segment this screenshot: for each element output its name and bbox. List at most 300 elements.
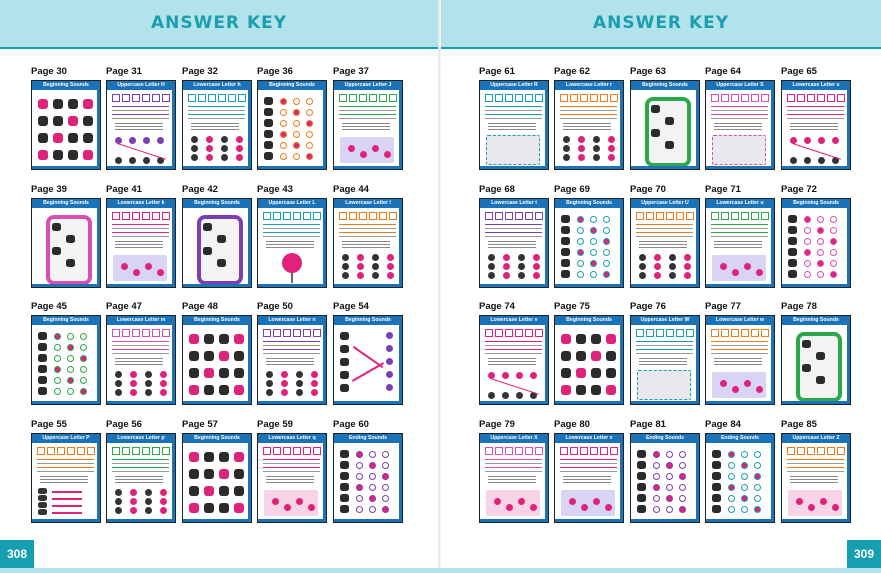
picture-dot (221, 136, 228, 143)
answer-thumbnail-cell (705, 184, 776, 288)
letter-box (283, 329, 291, 337)
picture-dot (684, 254, 691, 261)
worksheet-side-tab (545, 443, 548, 519)
worksheet-title: Ending Sounds (348, 435, 388, 441)
picture-blob (38, 365, 47, 373)
answer-dot (67, 388, 74, 395)
answer-dot (754, 473, 761, 480)
answer-dot (67, 377, 74, 384)
picture-dot (654, 254, 661, 261)
letter-box (515, 94, 523, 102)
letter-box (646, 329, 654, 337)
picture-dot (488, 272, 495, 279)
lollipop (282, 253, 302, 273)
picture-dot (808, 504, 815, 511)
worksheet-footer-bar (706, 166, 774, 169)
picture-blob (53, 116, 63, 126)
picture-blob (38, 150, 48, 160)
picture-dot (206, 145, 213, 152)
worksheet-footer-bar (706, 284, 774, 287)
thumbnail-page-label: Page 80 (554, 419, 590, 430)
picture-dot (145, 263, 152, 270)
picture-blob (204, 486, 214, 496)
answer-thumbnail-cell (333, 66, 404, 170)
picture-dot (608, 154, 615, 161)
answer-dot (754, 451, 761, 458)
text-line (639, 364, 687, 365)
worksheet-title: Uppercase Letter U (641, 200, 689, 206)
worksheet-title: Lowercase Letter v (490, 317, 538, 323)
worksheet-thumbnail (705, 315, 775, 405)
letter-box (379, 94, 387, 102)
text-line (639, 247, 687, 248)
picture-dot (372, 145, 379, 152)
picture-dot (533, 254, 540, 261)
answer-dot (666, 484, 673, 491)
answer-dot (666, 495, 673, 502)
letter-box (731, 94, 739, 102)
writing-line (787, 110, 844, 111)
thumbnail-page-label: Page 71 (705, 184, 741, 195)
letter-box (535, 329, 543, 337)
answer-dot (386, 345, 393, 352)
worksheet-side-tab (771, 325, 774, 401)
picture-blob (83, 133, 93, 143)
answer-dot (54, 344, 61, 351)
right-page (441, 0, 881, 573)
left-page (0, 0, 439, 573)
writing-line (112, 341, 169, 342)
thumbnail-page-label: Page 77 (705, 301, 741, 312)
match-line (118, 143, 166, 159)
picture-dot (206, 154, 213, 161)
picture-blob (561, 385, 571, 395)
writing-line (112, 106, 169, 107)
worksheet-thumbnail (106, 315, 176, 405)
letter-box (535, 447, 543, 455)
worksheet-thumbnail (479, 433, 549, 523)
answer-thumbnail-cell (630, 419, 701, 523)
letter-box (535, 94, 543, 102)
answer-dot (603, 227, 610, 234)
text-line (115, 482, 163, 483)
picture-dot (266, 380, 273, 387)
worksheet-title: Beginning Sounds (43, 82, 89, 88)
letter-box (817, 94, 825, 102)
picture-blob (234, 469, 244, 479)
writing-line (339, 232, 396, 233)
picture-dot (130, 507, 137, 514)
letter-box (485, 447, 493, 455)
letter-box (485, 212, 493, 220)
letter-box (47, 447, 55, 455)
picture-blob (561, 248, 570, 256)
worksheet-footer-bar (32, 401, 100, 404)
answer-dot (54, 333, 61, 340)
bottom-strip (0, 568, 881, 573)
picture-dot (342, 272, 349, 279)
letter-box (142, 212, 150, 220)
picture-dot (593, 136, 600, 143)
worksheet-footer-bar (706, 519, 774, 522)
picture-blob (38, 376, 47, 384)
picture-dot (236, 145, 243, 152)
writing-line (560, 114, 617, 115)
picture-blob (234, 385, 244, 395)
letter-box (142, 329, 150, 337)
text-line (115, 476, 163, 477)
text-line (790, 479, 838, 480)
picture-dot (357, 272, 364, 279)
picture-dot (533, 263, 540, 270)
letter-box (570, 94, 578, 102)
worksheet-title: Beginning Sounds (793, 200, 839, 206)
picture-dot (654, 263, 661, 270)
letter-box (827, 447, 835, 455)
letter-box (112, 447, 120, 455)
answer-dot (356, 473, 363, 480)
worksheet-side-tab (248, 90, 251, 166)
answer-dot (80, 366, 87, 373)
text-line (115, 247, 163, 248)
answer-thumbnail-cell (781, 301, 852, 405)
answer-dot (577, 238, 584, 245)
letter-box (580, 94, 588, 102)
picture-blob (83, 116, 93, 126)
word-line (52, 491, 82, 493)
writing-line (485, 118, 542, 119)
text-line (115, 123, 163, 124)
writing-line (636, 224, 693, 225)
letter-box (807, 94, 815, 102)
picture-dot (115, 507, 122, 514)
worksheet-thumbnail (705, 198, 775, 288)
worksheet-thumbnail (333, 315, 403, 405)
picture-blob (576, 368, 586, 378)
text-line (342, 241, 390, 242)
worksheet-thumbnail (479, 80, 549, 170)
picture-blob (38, 354, 47, 362)
writing-line (485, 467, 542, 468)
worksheet-footer-bar (631, 519, 699, 522)
thumbnail-page-label: Page 68 (479, 184, 515, 195)
picture-dot (191, 154, 198, 161)
writing-line (560, 467, 617, 468)
picture-blob (83, 99, 93, 109)
worksheet-title: Beginning Sounds (566, 200, 612, 206)
picture-blob (606, 385, 616, 395)
answer-dot (280, 131, 287, 138)
letter-box (188, 94, 196, 102)
answer-dot (293, 109, 300, 116)
picture-dot (518, 272, 525, 279)
thumbnail-page-label: Page 39 (31, 184, 67, 195)
picture-blob (637, 483, 646, 491)
picture-blob (38, 116, 48, 126)
picture-blob (816, 376, 825, 384)
worksheet-title: Lowercase Letter n (268, 317, 316, 323)
text-line (714, 247, 762, 248)
worksheet-footer-bar (480, 401, 548, 404)
letter-box (817, 447, 825, 455)
letter-box (535, 212, 543, 220)
picture-dot (115, 489, 122, 496)
picture-dot (756, 386, 763, 393)
worksheet-side-tab (771, 443, 774, 519)
picture-dot (357, 263, 364, 270)
letter-box (505, 212, 513, 220)
picture-dot (818, 157, 825, 164)
thumbnail-page-label: Page 69 (554, 184, 590, 195)
writing-line (112, 228, 169, 229)
letter-box (505, 329, 513, 337)
picture-dot (832, 137, 839, 144)
worksheet-thumbnail (106, 198, 176, 288)
letter-box (379, 212, 387, 220)
answer-dot (382, 462, 389, 469)
writing-line (485, 463, 542, 464)
picture-dot (605, 504, 612, 511)
letter-box (495, 329, 503, 337)
picture-blob (38, 502, 47, 508)
picture-blob (264, 130, 273, 138)
answer-thumbnail-cell (554, 419, 625, 523)
answer-thumbnail-cell (182, 419, 253, 523)
picture-blob (234, 351, 244, 361)
answer-dot (280, 98, 287, 105)
answer-dot (728, 484, 735, 491)
picture-blob (68, 133, 78, 143)
worksheet-thumbnail (31, 433, 101, 523)
picture-dot (145, 507, 152, 514)
picture-blob (788, 215, 797, 223)
answer-dot (280, 153, 287, 160)
worksheet-title: Beginning Sounds (194, 200, 240, 206)
picture-blob (561, 215, 570, 223)
answer-dot (741, 473, 748, 480)
picture-blob (637, 461, 646, 469)
picture-blob (591, 334, 601, 344)
letter-box (666, 212, 674, 220)
letter-box (132, 212, 140, 220)
text-line (488, 476, 536, 477)
thumbnail-page-label: Page 55 (31, 419, 67, 430)
picture-dot (530, 372, 537, 379)
writing-line (339, 236, 396, 237)
worksheet-title: Ending Sounds (720, 435, 760, 441)
text-line (488, 482, 536, 483)
picture-dot (744, 380, 751, 387)
picture-dot (281, 389, 288, 396)
text-line (563, 482, 611, 483)
letter-box (676, 329, 684, 337)
picture-dot (518, 263, 525, 270)
picture-dot (503, 254, 510, 261)
letter-box (636, 329, 644, 337)
answer-dot (369, 462, 376, 469)
letter-box (807, 447, 815, 455)
thumbnail-page-label: Page 36 (257, 66, 293, 77)
picture-dot (563, 136, 570, 143)
answer-dot (280, 142, 287, 149)
picture-dot (639, 272, 646, 279)
picture-dot (503, 272, 510, 279)
picture-dot (593, 498, 600, 505)
picture-dot (143, 137, 150, 144)
text-line (266, 247, 314, 248)
text-line (191, 129, 239, 130)
text-line (714, 364, 762, 365)
writing-line (339, 118, 396, 119)
answer-thumbnail-cell (257, 66, 328, 170)
letter-box (590, 94, 598, 102)
letter-box (827, 94, 835, 102)
picture-dot (669, 254, 676, 261)
text-line (488, 364, 536, 365)
picture-dot (360, 151, 367, 158)
picture-dot (756, 269, 763, 276)
text-line (639, 244, 687, 245)
worksheet-title: Beginning Sounds (43, 200, 89, 206)
answer-dot (590, 227, 597, 234)
picture-blob (561, 270, 570, 278)
answer-dot (728, 495, 735, 502)
picture-blob (204, 334, 214, 344)
worksheet-title: Ending Sounds (645, 435, 685, 441)
thumbnail-page-label: Page 31 (106, 66, 142, 77)
answer-dot (666, 506, 673, 513)
picture-blob (561, 351, 571, 361)
match-line (491, 378, 539, 394)
worksheet-title: Lowercase Letter h (193, 82, 241, 88)
thumbnail-page-label: Page 79 (479, 419, 515, 430)
text-line (266, 482, 314, 483)
writing-line (112, 118, 169, 119)
answer-dot (369, 506, 376, 513)
text-line (40, 476, 88, 477)
picture-dot (296, 498, 303, 505)
picture-blob (340, 505, 349, 513)
answer-dot (306, 131, 313, 138)
picture-blob (651, 105, 660, 113)
letter-box (751, 212, 759, 220)
picture-blob (340, 472, 349, 480)
writing-line (339, 114, 396, 115)
letter-box (837, 447, 845, 455)
picture-blob (38, 332, 47, 340)
letter-box (741, 329, 749, 337)
picture-blob (340, 358, 349, 366)
worksheet-thumbnail (182, 80, 252, 170)
picture-blob (606, 334, 616, 344)
answer-dot (754, 462, 761, 469)
answer-thumbnail-cell (31, 419, 102, 523)
answer-dot (306, 153, 313, 160)
thumbnail-page-label: Page 45 (31, 301, 67, 312)
word-line (52, 512, 82, 514)
letter-box (132, 447, 140, 455)
picture-dot (578, 145, 585, 152)
picture-dot (281, 371, 288, 378)
picture-dot (284, 504, 291, 511)
answer-dot (293, 142, 300, 149)
letter-box (525, 94, 533, 102)
picture-dot (115, 371, 122, 378)
text-line (115, 361, 163, 362)
letter-box (162, 447, 170, 455)
letter-box (711, 329, 719, 337)
text-line (714, 244, 762, 245)
letter-box (741, 212, 749, 220)
writing-line (636, 345, 693, 346)
writing-line (37, 467, 94, 468)
answer-dot (54, 355, 61, 362)
writing-line (560, 463, 617, 464)
picture-dot (563, 154, 570, 161)
picture-dot (387, 272, 394, 279)
writing-line (636, 236, 693, 237)
writing-line (263, 341, 320, 342)
text-line (488, 244, 536, 245)
picture-dot (502, 372, 509, 379)
picture-blob (591, 351, 601, 361)
worksheet-footer-bar (555, 401, 623, 404)
picture-dot (639, 263, 646, 270)
text-line (40, 482, 88, 483)
answer-thumbnail-cell (630, 66, 701, 170)
picture-dot (581, 504, 588, 511)
picture-blob (340, 450, 349, 458)
answer-dot (679, 462, 686, 469)
answer-dot (817, 249, 824, 256)
picture-dot (221, 145, 228, 152)
letter-box (67, 447, 75, 455)
worksheet-title: Beginning Sounds (793, 317, 839, 323)
answer-dot (804, 249, 811, 256)
letter-box (218, 94, 226, 102)
letter-box (515, 329, 523, 337)
worksheet-side-tab (620, 325, 623, 401)
answer-thumbnail-cell (182, 184, 253, 288)
text-line (790, 129, 838, 130)
worksheet-footer-bar (631, 401, 699, 404)
writing-line (263, 353, 320, 354)
picture-dot (157, 269, 164, 276)
answer-dot (67, 366, 74, 373)
writing-line (37, 471, 94, 472)
worksheet-thumbnail (554, 433, 624, 523)
picture-dot (311, 389, 318, 396)
picture-dot (281, 380, 288, 387)
worksheet-side-tab (172, 208, 175, 284)
picture-blob (816, 352, 825, 360)
answer-dot (804, 271, 811, 278)
answer-thumbnail-cell (257, 419, 328, 523)
text-line (115, 364, 163, 365)
worksheet-side-tab (620, 443, 623, 519)
writing-line (711, 110, 768, 111)
picture-blob (52, 247, 61, 255)
thumbnail-page-label: Page 76 (630, 301, 666, 312)
worksheet-side-tab (399, 325, 402, 401)
answer-thumbnail-cell (705, 419, 776, 523)
worksheet-side-tab (847, 443, 850, 519)
worksheet-title: Lowercase Letter w (715, 317, 765, 323)
text-line (714, 241, 762, 242)
answer-thumbnail-cell (781, 66, 852, 170)
text-line (488, 123, 536, 124)
writing-line (485, 353, 542, 354)
